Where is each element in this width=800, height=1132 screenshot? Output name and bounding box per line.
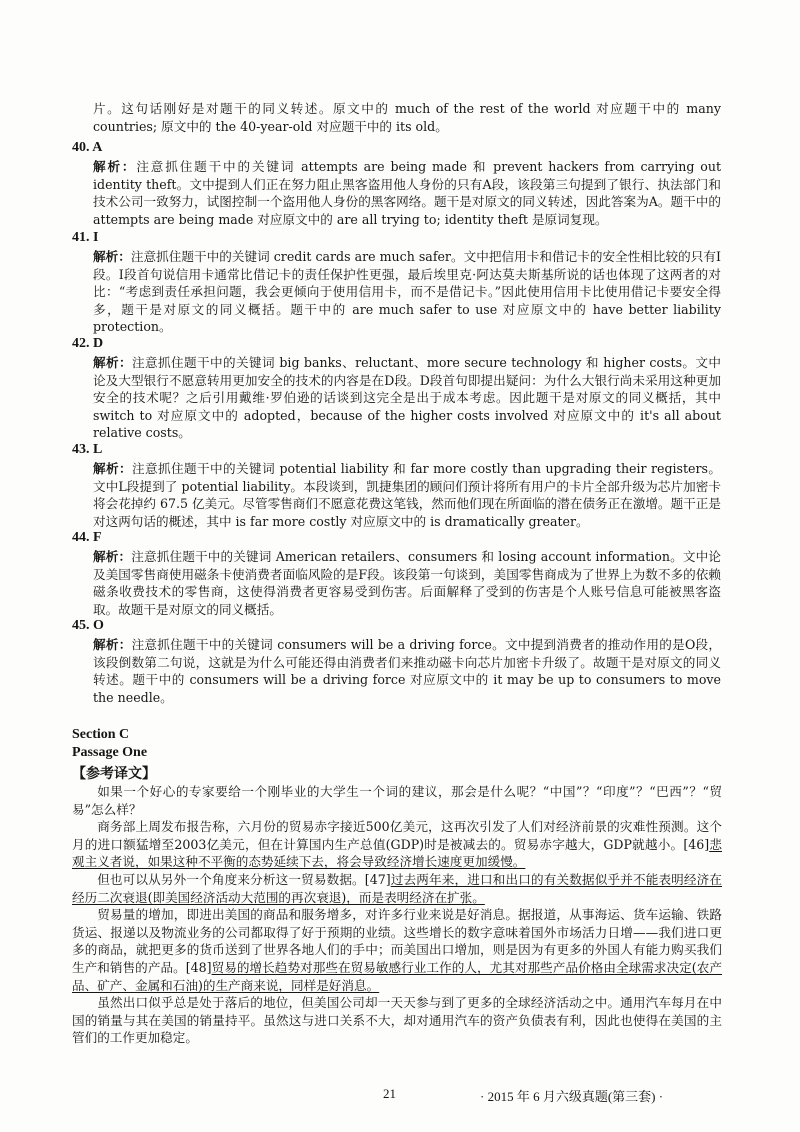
answer-42-explanation xyxy=(93,354,721,442)
intro-paragraph: 片。这句话刚好是对题干的同义转述。原文中的 much of the rest of the world 对应题干中的 many countries; 原文中的 the 40-year-old 对应题干中的 its old。 xyxy=(93,101,721,134)
answer-43-explanation xyxy=(93,460,721,530)
answer-45-explanation xyxy=(93,636,721,706)
answer-40-text: 注意抓住题干中的关键词 attempts are being made 和 prevent hackers from carrying out identity theft。文中提到人们正在努力阻止黑客盗用他人身份的只有A段，该段第三句提到了银行、执法部门和技术公司一致努力，试图控制一个盗用他人身份的黑客网络。题干是对原文的同义转述，因此答案为A。题干中的 attempts are being made 对应原文中的 are all trying to; identity theft 是原词复现。 xyxy=(93,159,722,227)
answer-42-number: 42. D xyxy=(72,336,104,351)
translation-paragraph-4 xyxy=(72,906,722,994)
answer-40-number: 40. A xyxy=(72,140,103,155)
underlined-sentence-48: 贸易的增长趋势对那些在贸易敏感行业工作的人，尤其对那些产品价格由全球需求决定(农产品、矿产、金属和石油)的生产商来说，同样是好消息。 xyxy=(72,959,722,993)
answer-40-explanation xyxy=(93,158,721,228)
underlined-sentence-47: 过去两年来，进口和出口的有关数据似乎并不能表明经济在经历二次衰退(即美国经济活动大范围的再次衰退)，而是表明经济在扩张。 xyxy=(72,871,723,905)
answer-43-text: 注意抓住题干中的关键词 potential liability 和 far more costly than upgrading their registers。文中L段提到了 potential liability。本段谈到，凯捷集团的顾问们预计将所有用户的卡片全部升级为芯片加密卡将会花掉约 67.5 亿美元。尽管零售商们不愿意花费这笔钱，然而他们现在所面临的潜在债务正在激增。题干正是对这两句话的概述，其中 is far more costly 对应原文中的 is dramatically greater。 xyxy=(93,461,721,529)
answer-41-number: 41. I xyxy=(72,230,99,245)
passage-title: Passage One xyxy=(72,745,148,760)
analysis-label: 解析： xyxy=(93,549,132,564)
answer-45-number: 45. O xyxy=(72,618,104,633)
analysis-label: 解析： xyxy=(93,159,137,174)
translation-p2-text: 商务部上周发布报告称，六月份的贸易赤字接近500亿美元，这再次引发了人们对经济前景的灾难性预测。这个月的进口额猛增至2003亿美元，但在计算国内生产总值(GDP)时是被减去的。贸易赤字越大，GDP就越小。[46] xyxy=(72,819,722,852)
analysis-label: 解析： xyxy=(93,355,132,370)
reference-translation-label: 【参考译文】 xyxy=(72,767,156,782)
translation-p3-text: 但也可以从另外一个角度来分析这一贸易数据。[47] xyxy=(97,871,391,887)
page-number: 21 xyxy=(383,1086,396,1101)
translation-paragraph-5: 虽然出口似乎总是处于落后的地位，但美国公司却一天天参与到了更多的全球经济活动之中。通用汽车每月在中国的销量与其在美国的销量持平。虽然这与进口关系不大，却对通用汽车的资产负债表有利，因此也使得在美国的主管们的工作更加稳定。 xyxy=(72,995,722,1046)
analysis-label: 解析： xyxy=(93,461,133,476)
answer-44-text: 注意抓住题干中的关键词 American retailers、consumers 和 losing account information。文中论及美国零售商使用磁条卡使消费者面临风险的是F段。该段第一句谈到，美国零售商成为了世界上为数不多的依赖磁条收费技术的零售商，这使得消费者更容易受到伤害。后面解释了受到的伤害是个人账号信息可能被黑客盗取。故题干是对原文的同义概括。 xyxy=(93,549,721,617)
section-title: Section C xyxy=(72,727,130,742)
answer-44-number: 44. F xyxy=(72,530,102,545)
translation-body xyxy=(72,783,722,1047)
analysis-label: 解析： xyxy=(93,637,132,652)
translation-paragraph-3 xyxy=(72,871,722,906)
answer-45-text: 注意抓住题干中的关键词 consumers will be a driving force。文中提到消费者的推动作用的是O段，该段倒数第二句说，这就是为什么可能还得由消费者们来推动磁卡向芯片加密卡升级了。故题干是对原文的同义转述。题干中的 consumers will be a driving force 对应原文中的 it may be up to consumers to move the needle。 xyxy=(93,637,722,705)
exam-source-label: · 2015 年 6 月六级真题(第三套) · xyxy=(480,1089,664,1104)
answer-42-text: 注意抓住题干中的关键词 big banks、reluctant、more secure technology 和 higher costs。文中论及大型银行不愿意转用更加安全的技术的内容是在D段。D段首句即提出疑问：为什么大银行尚未采用这种更加安全的技术呢？之后引用戴维·罗伯逊的话谈到这完全是出于成本考虑。因此题干是对原文的同义概括，其中 switch to 对应原文中的 adopted，because of the higher costs involved 对应原文中的 it's all about relative costs。 xyxy=(93,355,722,440)
translation-paragraph-2 xyxy=(72,818,722,871)
answer-43-number: 43. L xyxy=(72,442,103,457)
answer-41-explanation xyxy=(93,248,721,336)
analysis-label: 解析： xyxy=(93,249,131,264)
translation-paragraph-1: 如果一个好心的专家要给一个刚毕业的大学生一个词的建议，那会是什么呢？“中国”？“印度”？“巴西”？“贸易”怎么样？ xyxy=(72,784,722,817)
underlined-sentence-46: 悲观主义者说，如果这种不平衡的态势延续下去，将会导致经济增长速度更加缓慢。 xyxy=(72,836,722,870)
answer-44-explanation xyxy=(93,548,721,618)
answer-41-text: 注意抓住题干中的关键词 credit cards are much safer。文中把信用卡和借记卡的安全性相比较的只有I段。I段首句说信用卡通常比借记卡的责任保护性更强，最后埃里克·阿达莫夫斯基所说的话也体现了这两者的对比：“考虑到责任承担问题，我会更倾向于使用信用卡，而不是借记卡。”因此使用信用卡比使用借记卡要安全得多，题干是对原文的同义概括。题干中的 are much safer to use 对应原文中的 have better liability protection。 xyxy=(93,249,722,334)
translation-p4-text: 贸易量的增加，即进出美国的商品和服务增多，对许多行业来说是好消息。据报道，从事海运、货车运输、铁路货运、报递以及物流业务的公司都取得了好于预期的业绩。这些增长的数字意味着国外市场活力日增——我们进口更多的商品，就把更多的货币送到了世界各地人们的手中；而美国出口增加，则是因为有更多的外国人有能力购买我们生产和销售的产品。[48] xyxy=(72,907,722,975)
